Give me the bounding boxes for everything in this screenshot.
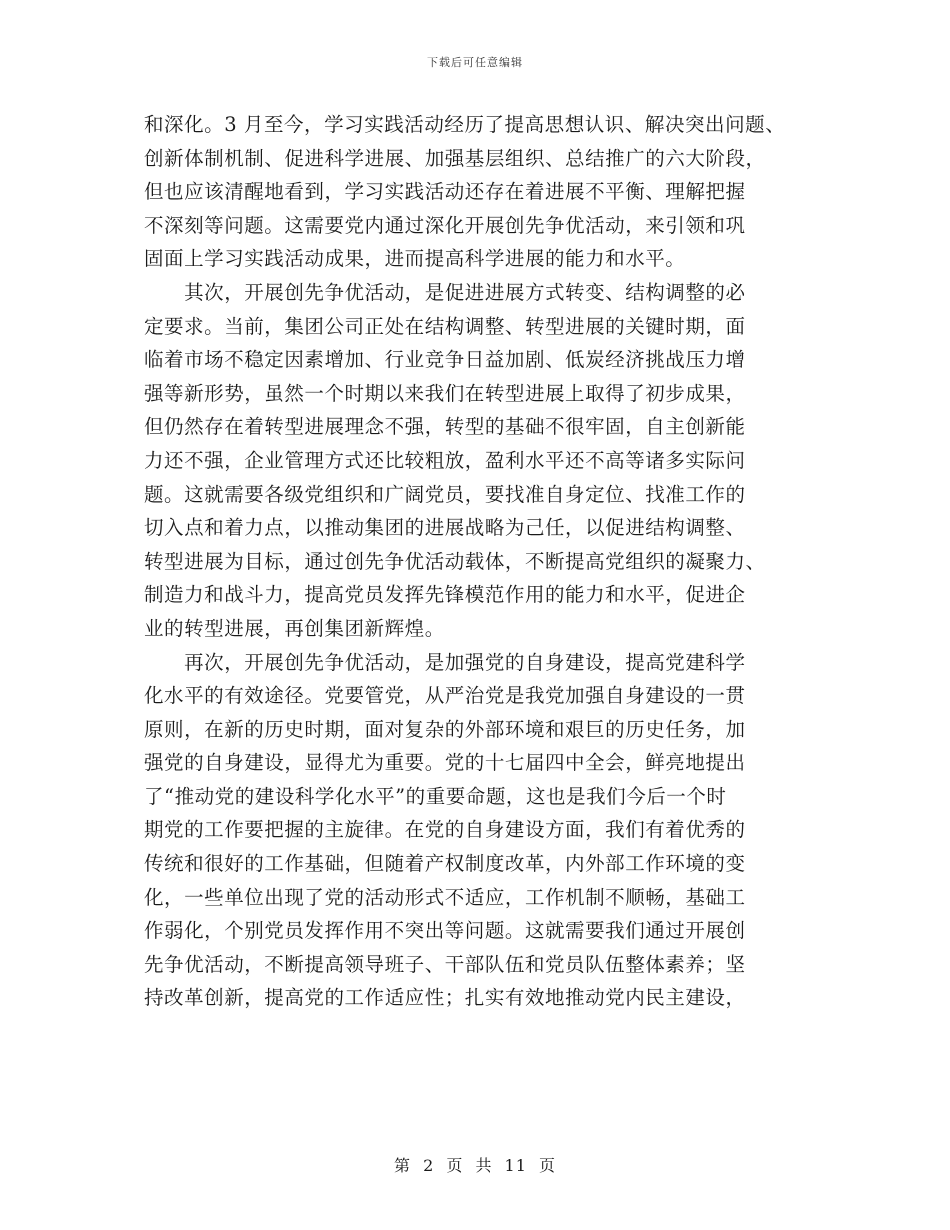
document-body bbox=[144, 108, 810, 1015]
text-line: 了“推动党的建设科学化水平”的重要命题，这也是我们今后一个时 bbox=[144, 784, 727, 808]
text-line: 期党的工作要把握的主旋律。在党的自身建设方面，我们有着优秀的 bbox=[144, 818, 746, 842]
text-line: 临着市场不稳定因素增加、行业竞争日益加剧、低炭经济挑战压力增 bbox=[144, 348, 746, 372]
text-line: 定要求。当前，集团公司正处在结构调整、转型进展的关键时期，面 bbox=[144, 314, 746, 338]
text-line: 作弱化，个别党员发挥作用不突出等问题。这就需要我们通过开展创 bbox=[144, 919, 746, 943]
text-line: 但仍然存在着转型进展理念不强，转型的基础不很牢固，自主创新能 bbox=[144, 415, 746, 439]
text-line: 创新体制机制、促进科学进展、加强基层组织、总结推广的六大阶段， bbox=[144, 146, 766, 170]
text-line: 转型进展为目标，通过创先争优活动载体，不断提高党组织的凝聚力、 bbox=[144, 549, 766, 573]
text-line: 题。这就需要各级党组织和广阔党员，要找准自身定位、找准工作的 bbox=[144, 482, 746, 506]
text-line: 强党的自身建设，显得尤为重要。党的十七届四中全会，鲜亮地提出 bbox=[144, 751, 746, 775]
text-line: 化水平的有效途径。党要管党，从严治党是我党加强自身建设的一贯 bbox=[144, 684, 746, 708]
text-line: 强等新形势，虽然一个时期以来我们在转型进展上取得了初步成果， bbox=[144, 381, 746, 405]
text-line: 先争优活动，不断提高领导班子、干部队伍和党员队伍整体素养；坚 bbox=[144, 952, 746, 976]
text-line: 但也应该清醒地看到，学习实践活动还存在着进展不平衡、理解把握 bbox=[144, 180, 746, 204]
text-line: 其次，开展创先争优活动，是促进进展方式转变、结构调整的必 bbox=[144, 280, 746, 304]
text-line: 业的转型进展，再创集团新辉煌。 bbox=[144, 616, 445, 640]
text-line: 切入点和着力点，以推动集团的进展战略为己任，以促进结构调整、 bbox=[144, 516, 746, 540]
text-line: 化，一些单位出现了党的活动形式不适应，工作机制不顺畅，基础工 bbox=[144, 885, 746, 909]
text-line: 不深刻等问题。这需要党内通过深化开展创先争优活动，来引领和巩 bbox=[144, 213, 746, 237]
text-line: 再次，开展创先争优活动，是加强党的自身建设，提高党建科学 bbox=[144, 650, 746, 674]
text-line: 持改革创新，提高党的工作适应性；扎实有效地推动党内民主建设， bbox=[144, 986, 746, 1010]
text-line: 原则，在新的历史时期，面对复杂的外部环境和艰巨的历史任务，加 bbox=[144, 717, 746, 741]
page-header: 下载后可任意编辑 bbox=[427, 56, 523, 69]
text-line: 制造力和战斗力，提高党员发挥先锋模范作用的能力和水平，促进企 bbox=[144, 583, 746, 607]
text-line: 力还不强，企业管理方式还比较粗放，盈利水平还不高等诸多实际问 bbox=[144, 448, 746, 472]
text-line: 传统和很好的工作基础，但随着产权制度改革，内外部工作环境的变 bbox=[144, 852, 746, 876]
page-number-footer: 第 2 页 共 11 页 bbox=[394, 1156, 556, 1175]
text-line: 固面上学习实践活动成果，进而提高科学进展的能力和水平。 bbox=[144, 247, 686, 271]
text-line: 和深化。3 月至今，学习实践活动经历了提高思想认识、解决突出问题、 bbox=[144, 113, 786, 136]
